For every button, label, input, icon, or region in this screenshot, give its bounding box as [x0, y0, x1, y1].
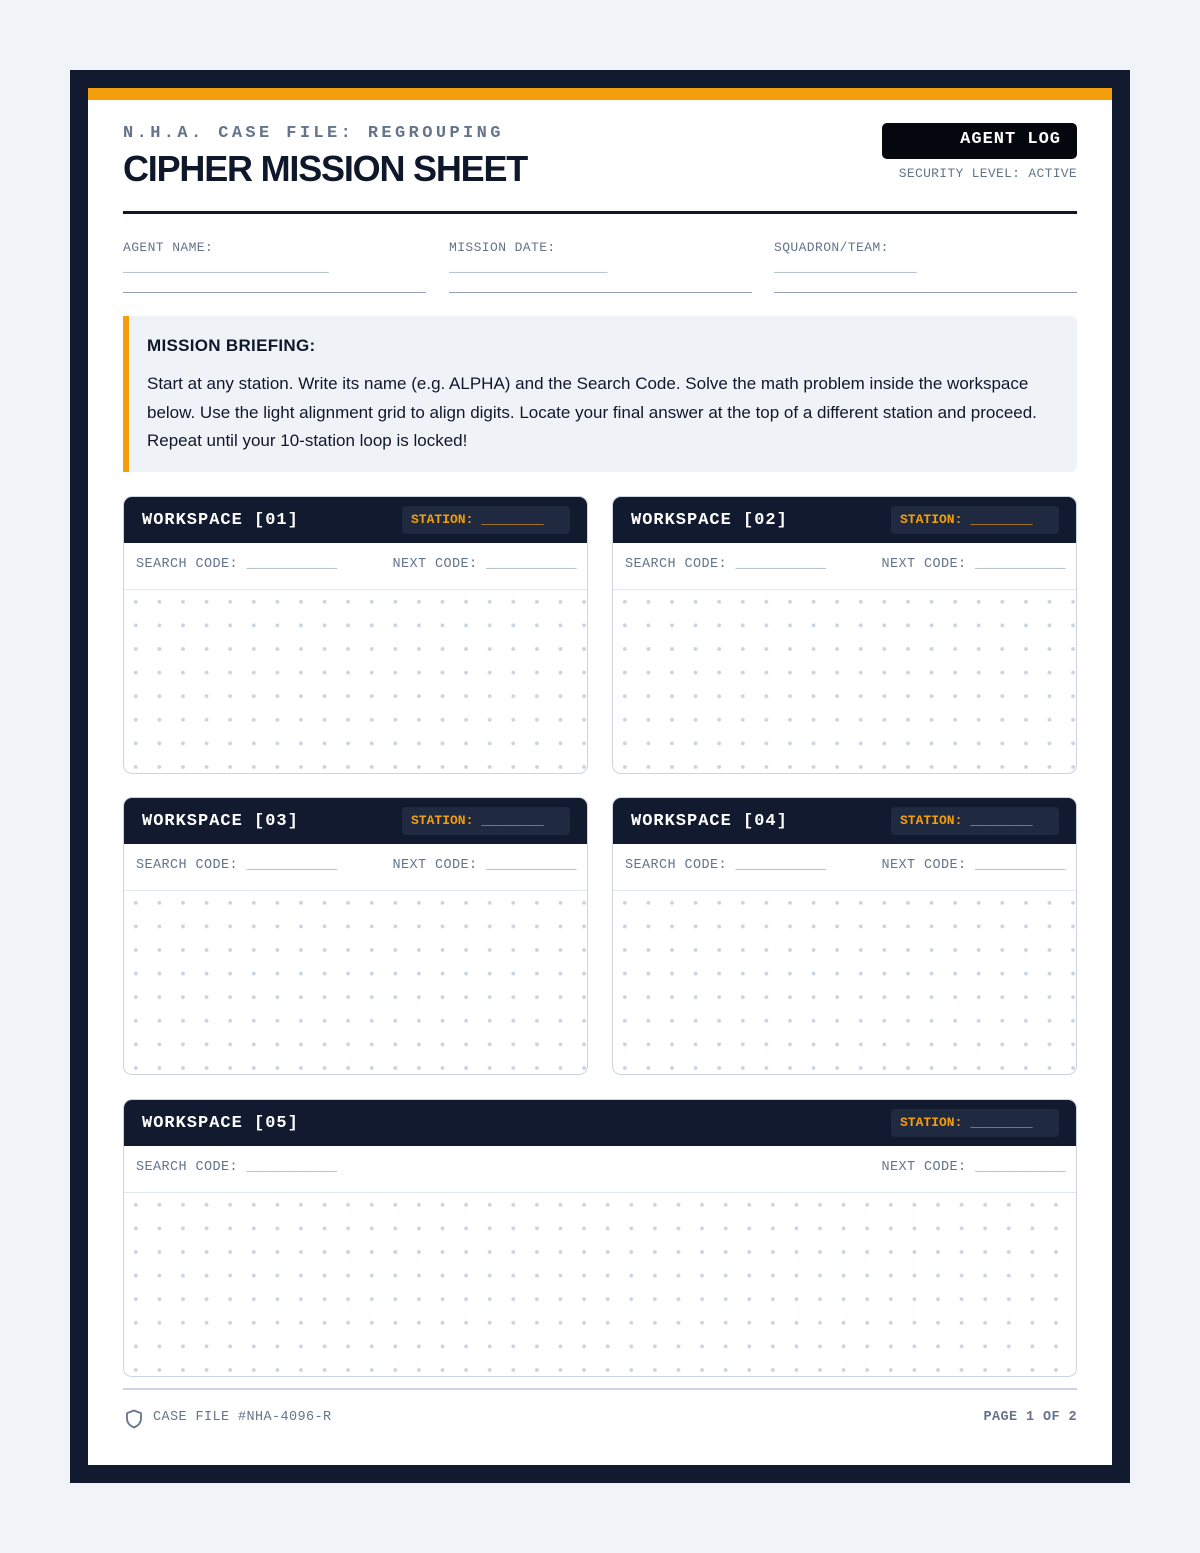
next-code-blank: ____________: [485, 557, 576, 572]
workspace-card: [612, 496, 1077, 774]
accent-bar: [88, 88, 1112, 100]
station-field[interactable]: STATION: ________: [891, 506, 1059, 534]
case-file-kicker: N.H.A. CASE FILE: REGROUPING: [123, 124, 504, 143]
next-code-field[interactable]: [881, 557, 1065, 572]
next-code-field[interactable]: [881, 1160, 1065, 1175]
header-divider: [123, 211, 1077, 214]
search-code-field[interactable]: [136, 557, 337, 572]
workspace-title: WORKSPACE [01]: [142, 511, 299, 530]
workspace-header: [613, 798, 1076, 844]
workspace-codes: [124, 1146, 1076, 1193]
workspace-title: WORKSPACE [03]: [142, 812, 299, 831]
mission-briefing: [123, 316, 1077, 472]
search-code-blank: ____________: [735, 858, 826, 873]
search-code-label: SEARCH CODE:: [136, 858, 239, 873]
workspace-codes: [124, 844, 587, 891]
squadron-team-label: SQUADRON/TEAM:: [774, 240, 889, 255]
security-level: SECURITY LEVEL: ACTIVE: [898, 166, 1077, 181]
next-code-label: NEXT CODE:: [392, 557, 478, 572]
alignment-grid[interactable]: [124, 891, 587, 1074]
search-code-label: SEARCH CODE:: [136, 1160, 239, 1175]
next-code-field[interactable]: [392, 557, 576, 572]
search-code-field[interactable]: [136, 858, 337, 873]
agent-name-label: AGENT NAME:: [123, 240, 214, 255]
mission-date-field[interactable]: [449, 238, 752, 293]
workspace-header: [124, 1100, 1076, 1146]
next-code-field[interactable]: [392, 858, 576, 873]
agent-name-field[interactable]: [123, 238, 426, 293]
station-field[interactable]: STATION: ________: [891, 1109, 1059, 1137]
search-code-field[interactable]: [625, 557, 826, 572]
workspace-title: WORKSPACE [04]: [631, 812, 788, 831]
briefing-title: MISSION BRIEFING:: [147, 336, 316, 355]
alignment-grid[interactable]: [124, 590, 587, 773]
workspace-header: [613, 497, 1076, 543]
search-code-label: SEARCH CODE:: [136, 557, 239, 572]
next-code-blank: ____________: [485, 858, 576, 873]
station-field[interactable]: STATION: ________: [402, 506, 570, 534]
case-file-number: CASE FILE #NHA-4096-R: [153, 1410, 332, 1425]
squadron-team-blank: __________________: [774, 260, 917, 276]
search-code-label: SEARCH CODE:: [625, 557, 728, 572]
squadron-team-field[interactable]: [774, 238, 1077, 293]
mission-date-blank: ____________________: [449, 260, 608, 276]
search-code-blank: ____________: [246, 858, 337, 873]
workspace-header: [124, 497, 587, 543]
agent-name-blank: __________________________: [123, 260, 329, 276]
next-code-label: NEXT CODE:: [881, 1160, 967, 1175]
next-code-label: NEXT CODE:: [392, 858, 478, 873]
agent-log-badge: AGENT LOG: [882, 123, 1077, 159]
search-code-blank: ____________: [246, 557, 337, 572]
search-code-blank: ____________: [735, 557, 826, 572]
shield-icon: [125, 1409, 143, 1429]
page-number: PAGE 1 OF 2: [983, 1410, 1077, 1425]
workspace-title: WORKSPACE [02]: [631, 511, 788, 530]
next-code-blank: ____________: [974, 557, 1065, 572]
next-code-field[interactable]: [881, 858, 1065, 873]
workspace-title: WORKSPACE [05]: [142, 1114, 299, 1133]
alignment-grid[interactable]: [613, 891, 1076, 1074]
search-code-field[interactable]: [625, 858, 826, 873]
page-title: CIPHER MISSION SHEET: [123, 148, 528, 189]
workspace-card: [612, 797, 1077, 1075]
workspace-card: [123, 797, 588, 1075]
search-code-label: SEARCH CODE:: [625, 858, 728, 873]
next-code-blank: ____________: [974, 1160, 1065, 1175]
station-field[interactable]: STATION: ________: [402, 807, 570, 835]
workspace-codes: [613, 844, 1076, 891]
briefing-text: Start at any station. Write its name (e.g. ALPHA) and the Search Code. Solve the math problem inside the workspace below. Use the light alignment grid to align digits. Locate your final answer at the top of a different station and proceed. Repeat until your 10-station loop is locked!: [147, 374, 1037, 450]
search-code-field[interactable]: [136, 1160, 337, 1175]
workspace-codes: [613, 543, 1076, 590]
mission-date-label: MISSION DATE:: [449, 240, 556, 255]
alignment-grid[interactable]: [124, 1193, 1076, 1376]
alignment-grid[interactable]: [613, 590, 1076, 773]
workspace-header: [124, 798, 587, 844]
workspace-card: [123, 1099, 1077, 1377]
workspace-card: [123, 496, 588, 774]
footer-divider: [123, 1388, 1077, 1390]
next-code-blank: ____________: [974, 858, 1065, 873]
workspace-codes: [124, 543, 587, 590]
next-code-label: NEXT CODE:: [881, 557, 967, 572]
next-code-label: NEXT CODE:: [881, 858, 967, 873]
mission-sheet: [88, 88, 1112, 1465]
search-code-blank: ____________: [246, 1160, 337, 1175]
station-field[interactable]: STATION: ________: [891, 807, 1059, 835]
